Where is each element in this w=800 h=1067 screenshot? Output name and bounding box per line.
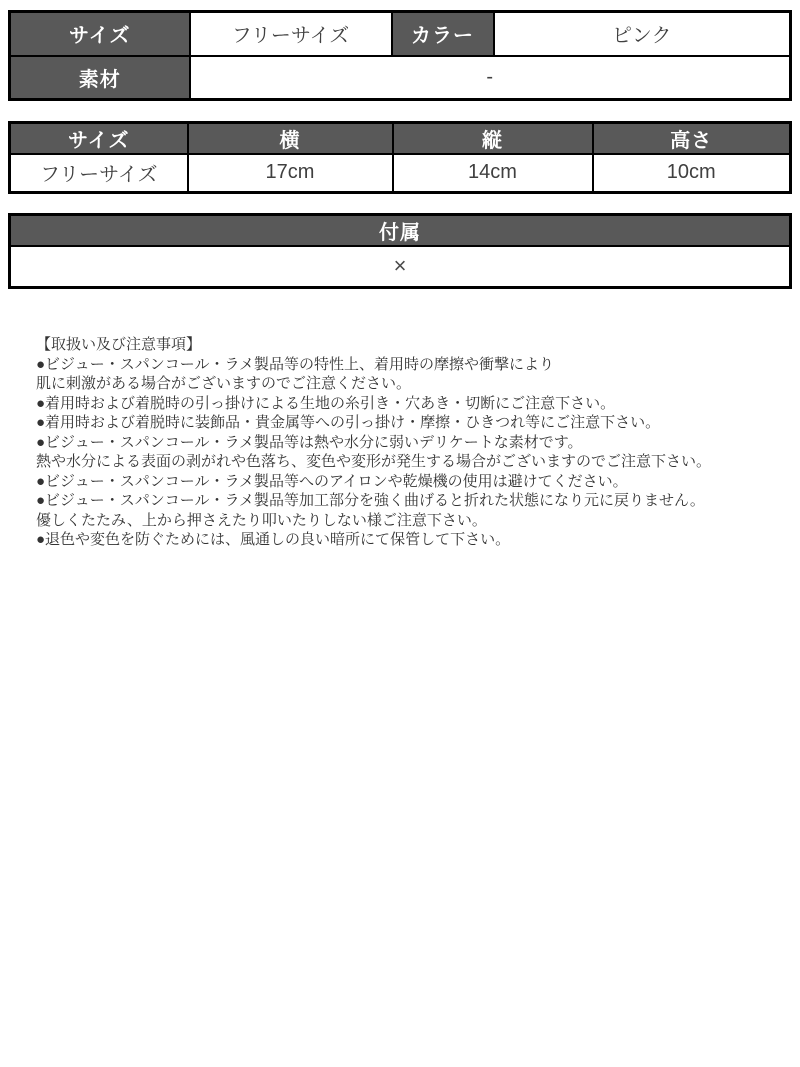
accessories-table bbox=[8, 213, 792, 290]
size-label-cell: サイズ bbox=[10, 12, 190, 56]
material-label-cell: 素材 bbox=[10, 56, 190, 100]
color-value-cell: ピンク bbox=[494, 12, 791, 56]
dim-length-cell: 14cm bbox=[393, 154, 593, 192]
note-line: ●ビジュー・スパンコール・ラメ製品等の特性上、着用時の摩擦や衝撃により bbox=[36, 355, 555, 373]
note-line: ●着用時および着脱時の引っ掛けによる生地の糸引き・穴あき・切断にご注意下さい。 bbox=[36, 394, 616, 412]
size-value-cell: フリーサイズ bbox=[190, 12, 392, 56]
note-line: ●ビジュー・スパンコール・ラメ製品等は熱や水分に弱いデリケートな素材です。 bbox=[36, 433, 583, 451]
handling-notes-section bbox=[36, 335, 766, 550]
dim-height-cell: 10cm bbox=[593, 154, 791, 192]
note-line: 優しくたたみ、上から押さえたり叩いたりしない様ご注意下さい。 bbox=[36, 511, 487, 529]
dim-size-cell: フリーサイズ bbox=[10, 154, 188, 192]
note-line: ●ビジュー・スパンコール・ラメ製品等加工部分を強く曲げると折れた状態になり元に戻りません。 bbox=[36, 492, 705, 509]
table-header-row bbox=[10, 214, 791, 246]
note-line: 肌に刺激がある場合がございますのでご注意ください。 bbox=[36, 375, 412, 392]
note-line: ●ビジュー・スパンコール・ラメ製品等へのアイロンや乾燥機の使用は避けてください。 bbox=[36, 472, 628, 490]
table-header-row bbox=[10, 123, 791, 155]
material-value-cell: - bbox=[190, 56, 791, 100]
handling-notes-title: 【取扱い及び注意事項】 bbox=[36, 336, 202, 353]
dim-header-size: サイズ bbox=[10, 123, 188, 155]
note-line: ●着用時および着脱時に装飾品・貴金属等への引っ掛け・摩擦・ひきつれ等にご注意下さい。 bbox=[36, 414, 661, 431]
dim-header-height: 高さ bbox=[593, 123, 791, 155]
table-row bbox=[10, 12, 791, 56]
table-row bbox=[10, 56, 791, 100]
dim-width-cell: 17cm bbox=[188, 154, 393, 192]
table-row bbox=[10, 154, 791, 192]
size-color-material-table bbox=[8, 10, 792, 101]
accessories-value-cell: × bbox=[10, 246, 791, 288]
note-line: ●退色や変色を防ぐためには、風通しの良い暗所にて保管して下さい。 bbox=[36, 531, 511, 548]
accessories-header-cell: 付属 bbox=[10, 214, 791, 246]
note-line: 熱や水分による表面の剥がれや色落ち、変色や変形が発生する場合がございますのでご注意下さい。 bbox=[36, 453, 712, 470]
dim-header-length: 縦 bbox=[393, 123, 593, 155]
dim-header-width: 横 bbox=[188, 123, 393, 155]
color-label-cell: カラー bbox=[392, 12, 494, 56]
table-row bbox=[10, 246, 791, 288]
dimensions-table bbox=[8, 121, 792, 194]
